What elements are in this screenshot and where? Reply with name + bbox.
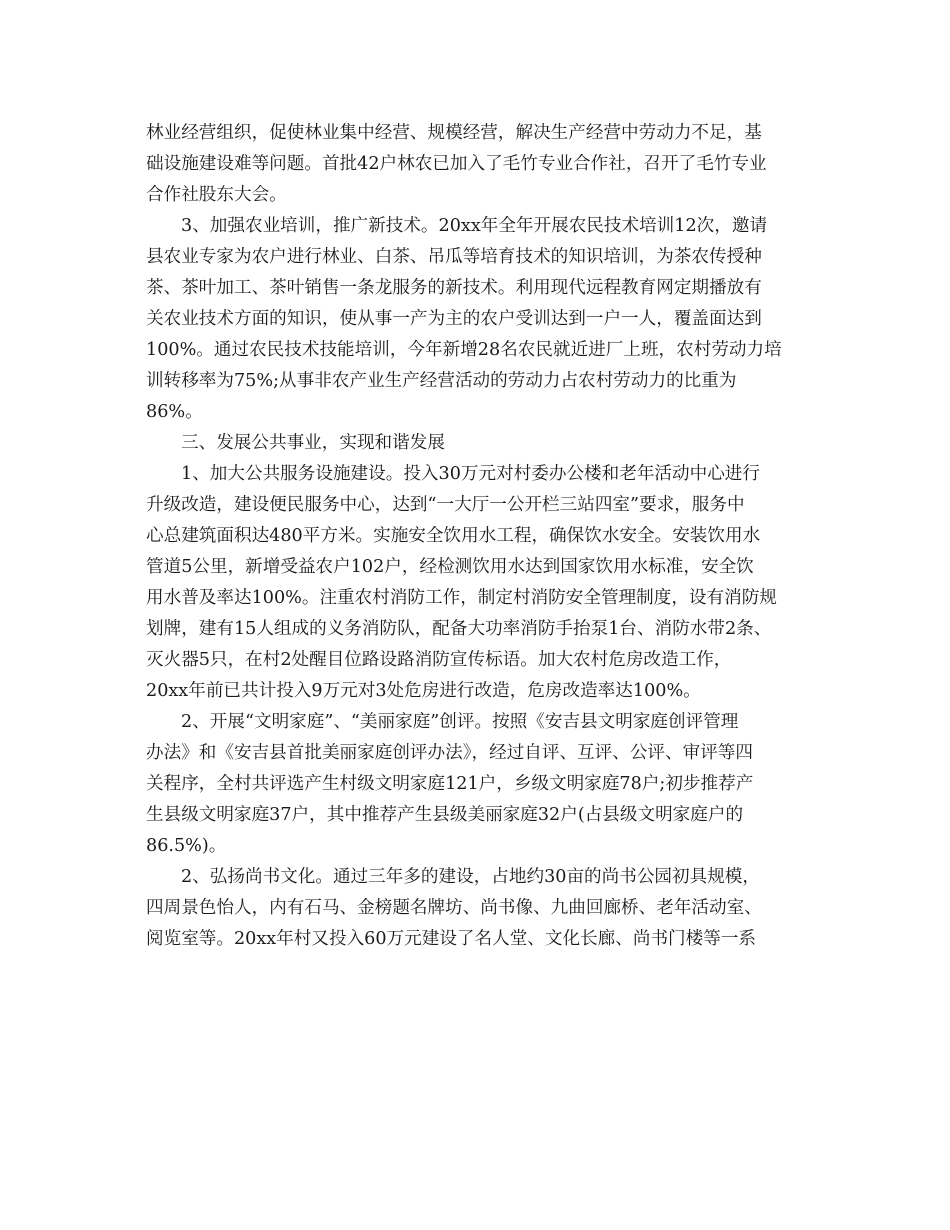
text-line: 用水普及率达100%。注重农村消防工作，制定村消防安全管理制度，设有消防规: [146, 588, 777, 608]
text-line: 20xx年前已共计投入9万元对3处危房进行改造，危房改造率达100%。: [146, 681, 701, 701]
text-line: 灭火器5只，在村2处醒目位路设路消防宣传标语。加大农村危房改造工作，: [146, 650, 732, 670]
text-line: 础设施建设难等问题。首批42户林农已加入了毛竹专业合作社，召开了毛竹专业: [146, 154, 767, 174]
paragraph-public-service-facilities: [146, 459, 808, 707]
text-line: 生县级文明家庭37户，其中推荐产生县级美丽家庭32户(占县级文明家庭户的: [146, 805, 744, 825]
text-line: 划牌，建有15人组成的义务消防队，配备大功率消防手抬泵1台、消防水带2条、: [146, 619, 772, 639]
text-line: 86%。: [146, 402, 203, 422]
text-line: 四周景色怡人，内有石马、金榜题名牌坊、尚书像、九曲回廊桥、老年活动室、: [146, 898, 762, 918]
text-line: 关程序，全村共评选产生村级文明家庭121户，乡级文明家庭78户;初步推荐产: [146, 774, 754, 794]
text-line: 3、加强农业培训，推广新技术。20xx年全年开展农民技术培训12次，邀请: [181, 216, 768, 236]
section-heading: [146, 428, 808, 459]
text-line: 86.5%)。: [146, 836, 227, 856]
paragraph-agricultural-training: [146, 211, 808, 428]
document-page: [146, 118, 808, 955]
text-line: 2、弘扬尚书文化。通过三年多的建设，占地约30亩的尚书公园初具规模，: [181, 867, 760, 887]
text-line: 关农业技术方面的知识，使从事一产为主的农户受训达到一户一人，覆盖面达到: [146, 309, 762, 329]
text-line: 心总建筑面积达480平方米。实施安全饮用水工程，确保饮水安全。安装饮用水: [146, 526, 761, 546]
text-line: 三、发展公共事业，实现和谐发展: [181, 433, 445, 453]
paragraph-shangshu-culture: [146, 862, 808, 955]
text-line: 茶、茶叶加工、茶叶销售一条龙服务的新技术。利用现代远程教育网定期播放有: [146, 278, 762, 298]
text-line: 1、加大公共服务设施建设。投入30万元对村委办公楼和老年活动中心进行: [181, 464, 760, 484]
text-line: 办法》和《安吉县首批美丽家庭创评办法》，经过自评、互评、公评、审评等四: [146, 743, 753, 763]
text-line: 2、开展“文明家庭”、“美丽家庭”创评。按照《安吉县文明家庭创评管理: [181, 712, 739, 732]
text-line: 训转移率为75%;从事非农产业生产经营活动的劳动力占农村劳动力的比重为: [146, 371, 737, 391]
text-line: 100%。通过农民技术技能培训，今年新增28名农民就近进厂上班，农村劳动力培: [146, 340, 782, 360]
text-line: 县农业专家为农户进行林业、白茶、吊瓜等培育技术的知识培训，为茶农传授种: [146, 247, 762, 267]
text-line: 阅览室等。20xx年村又投入60万元建设了名人堂、文化长廊、尚书门楼等一系: [146, 929, 757, 949]
text-line: 合作社股东大会。: [146, 185, 287, 205]
text-line: 林业经营组织，促使林业集中经营、规模经营，解决生产经营中劳动力不足，基: [146, 123, 762, 143]
text-line: 升级改造，建设便民服务中心，达到“一大厅一公开栏三站四室”要求，服务中: [146, 495, 745, 515]
paragraph-civilized-families: [146, 707, 808, 862]
text-line: 管道5公里，新增受益农户102户，经检测饮用水达到国家饮用水标准，安全饮: [146, 557, 754, 577]
paragraph-forestry-cooperative: [146, 118, 808, 211]
